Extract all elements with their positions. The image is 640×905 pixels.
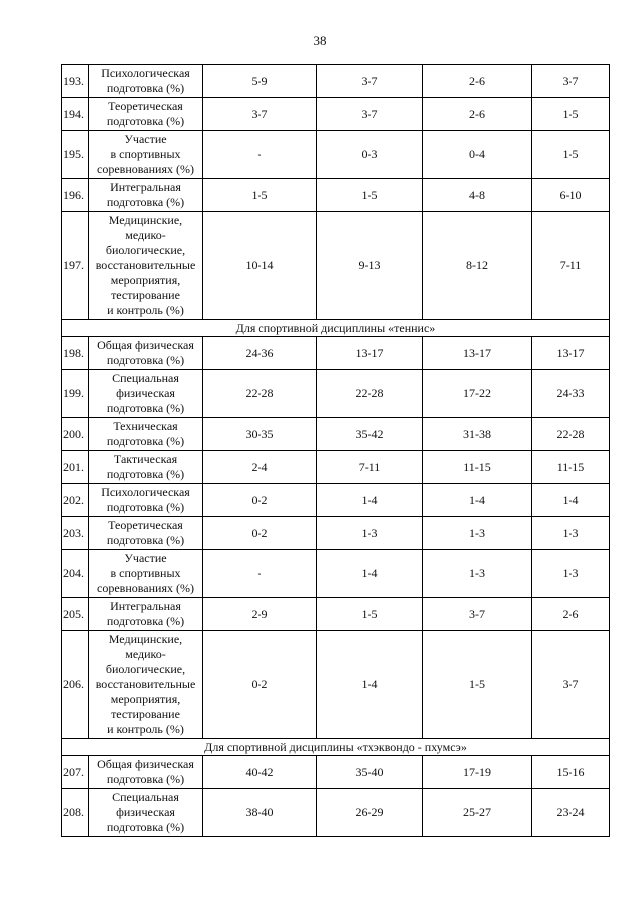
row-number: 200. [62, 418, 89, 451]
value-cell-stage-4: 1-4 [532, 484, 610, 517]
table-row [62, 337, 610, 370]
value-cell-stage-3: 31-38 [423, 418, 532, 451]
value-cell-stage-1: 22-28 [203, 370, 317, 418]
value-cell-stage-1: 0-2 [203, 517, 317, 550]
indicator-name: Теоретическая подготовка (%) [89, 98, 203, 131]
table-row [62, 484, 610, 517]
value-cell-stage-4: 15-16 [532, 756, 610, 789]
indicator-name: Специальная физическая подготовка (%) [89, 370, 203, 418]
value-cell-stage-2: 3-7 [317, 98, 423, 131]
value-cell-stage-2: 7-11 [317, 451, 423, 484]
value-cell-stage-3: 3-7 [423, 598, 532, 631]
value-cell-stage-2: 35-40 [317, 756, 423, 789]
table-row [62, 179, 610, 212]
value-cell-stage-4: 6-10 [532, 179, 610, 212]
table-row [62, 370, 610, 418]
value-cell-stage-2: 35-42 [317, 418, 423, 451]
value-cell-stage-4: 1-3 [532, 550, 610, 598]
indicator-name: Общая физическая подготовка (%) [89, 337, 203, 370]
indicator-name: Теоретическая подготовка (%) [89, 517, 203, 550]
table-row [62, 756, 610, 789]
value-cell-stage-1: 2-4 [203, 451, 317, 484]
table-body [62, 65, 610, 837]
value-cell-stage-2: 1-5 [317, 179, 423, 212]
row-number: 208. [62, 789, 89, 837]
indicator-name: Специальная физическая подготовка (%) [89, 789, 203, 837]
value-cell-stage-4: 23-24 [532, 789, 610, 837]
value-cell-stage-3: 25-27 [423, 789, 532, 837]
value-cell-stage-4: 11-15 [532, 451, 610, 484]
indicator-name: Общая физическая подготовка (%) [89, 756, 203, 789]
row-number: 202. [62, 484, 89, 517]
value-cell-stage-4: 2-6 [532, 598, 610, 631]
table-row [62, 517, 610, 550]
value-cell-stage-3: 8-12 [423, 212, 532, 320]
section-header-row [62, 320, 610, 337]
row-number: 198. [62, 337, 89, 370]
value-cell-stage-2: 26-29 [317, 789, 423, 837]
value-cell-stage-3: 1-3 [423, 517, 532, 550]
value-cell-stage-2: 1-4 [317, 484, 423, 517]
value-cell-stage-2: 1-4 [317, 550, 423, 598]
indicator-name: Медицинские, медико- биологические, восстановительные мероприятия, тестирование и контроль (%) [89, 631, 203, 739]
row-number: 207. [62, 756, 89, 789]
page-number: 38 [313, 33, 327, 48]
value-cell-stage-4: 3-7 [532, 631, 610, 739]
indicator-name: Участие в спортивных соревнованиях (%) [89, 550, 203, 598]
indicator-name: Интегральная подготовка (%) [89, 179, 203, 212]
section-title: Для спортивной дисциплины «тхэквондо - пхумсэ» [62, 739, 610, 756]
row-number: 203. [62, 517, 89, 550]
value-cell-stage-1: 38-40 [203, 789, 317, 837]
row-number: 193. [62, 65, 89, 98]
value-cell-stage-3: 1-5 [423, 631, 532, 739]
row-number: 194. [62, 98, 89, 131]
indicator-name: Тактическая подготовка (%) [89, 451, 203, 484]
indicator-name: Психологическая подготовка (%) [89, 484, 203, 517]
value-cell-stage-1: 30-35 [203, 418, 317, 451]
row-number: 199. [62, 370, 89, 418]
table-row [62, 598, 610, 631]
value-cell-stage-1: 40-42 [203, 756, 317, 789]
value-cell-stage-1: 24-36 [203, 337, 317, 370]
section-title: Для спортивной дисциплины «теннис» [62, 320, 610, 337]
indicator-name: Техническая подготовка (%) [89, 418, 203, 451]
indicator-name: Интегральная подготовка (%) [89, 598, 203, 631]
value-cell-stage-1: 2-9 [203, 598, 317, 631]
table-row [62, 789, 610, 837]
value-cell-stage-3: 2-6 [423, 65, 532, 98]
value-cell-stage-4: 7-11 [532, 212, 610, 320]
value-cell-stage-3: 13-17 [423, 337, 532, 370]
value-cell-stage-1: 1-5 [203, 179, 317, 212]
section-header-row [62, 739, 610, 756]
row-number: 205. [62, 598, 89, 631]
row-number: 195. [62, 131, 89, 179]
table-row [62, 65, 610, 98]
value-cell-stage-3: 1-3 [423, 550, 532, 598]
value-cell-stage-4: 3-7 [532, 65, 610, 98]
value-cell-stage-4: 13-17 [532, 337, 610, 370]
value-cell-stage-4: 1-3 [532, 517, 610, 550]
table-row [62, 451, 610, 484]
value-cell-stage-2: 13-17 [317, 337, 423, 370]
indicator-name: Участие в спортивных соревнованиях (%) [89, 131, 203, 179]
value-cell-stage-3: 0-4 [423, 131, 532, 179]
value-cell-stage-2: 0-3 [317, 131, 423, 179]
value-cell-stage-3: 11-15 [423, 451, 532, 484]
value-cell-stage-2: 3-7 [317, 65, 423, 98]
value-cell-stage-2: 1-3 [317, 517, 423, 550]
row-number: 204. [62, 550, 89, 598]
value-cell-stage-1: - [203, 131, 317, 179]
value-cell-stage-4: 24-33 [532, 370, 610, 418]
value-cell-stage-3: 1-4 [423, 484, 532, 517]
value-cell-stage-1: 3-7 [203, 98, 317, 131]
value-cell-stage-2: 1-5 [317, 598, 423, 631]
value-cell-stage-1: 5-9 [203, 65, 317, 98]
row-number: 196. [62, 179, 89, 212]
table-row [62, 418, 610, 451]
indicator-name: Медицинские, медико- биологические, восстановительные мероприятия, тестирование и контроль (%) [89, 212, 203, 320]
value-cell-stage-2: 9-13 [317, 212, 423, 320]
table-row [62, 131, 610, 179]
value-cell-stage-3: 4-8 [423, 179, 532, 212]
value-cell-stage-4: 1-5 [532, 98, 610, 131]
value-cell-stage-1: 10-14 [203, 212, 317, 320]
row-number: 201. [62, 451, 89, 484]
value-cell-stage-4: 22-28 [532, 418, 610, 451]
value-cell-stage-3: 17-22 [423, 370, 532, 418]
row-number: 197. [62, 212, 89, 320]
training-percentages-table [61, 64, 610, 837]
value-cell-stage-1: - [203, 550, 317, 598]
row-number: 206. [62, 631, 89, 739]
value-cell-stage-2: 22-28 [317, 370, 423, 418]
value-cell-stage-1: 0-2 [203, 631, 317, 739]
table-row [62, 212, 610, 320]
table-row [62, 98, 610, 131]
table-row [62, 631, 610, 739]
value-cell-stage-4: 1-5 [532, 131, 610, 179]
value-cell-stage-1: 0-2 [203, 484, 317, 517]
table-row [62, 550, 610, 598]
value-cell-stage-2: 1-4 [317, 631, 423, 739]
indicator-name: Психологическая подготовка (%) [89, 65, 203, 98]
value-cell-stage-3: 17-19 [423, 756, 532, 789]
value-cell-stage-3: 2-6 [423, 98, 532, 131]
